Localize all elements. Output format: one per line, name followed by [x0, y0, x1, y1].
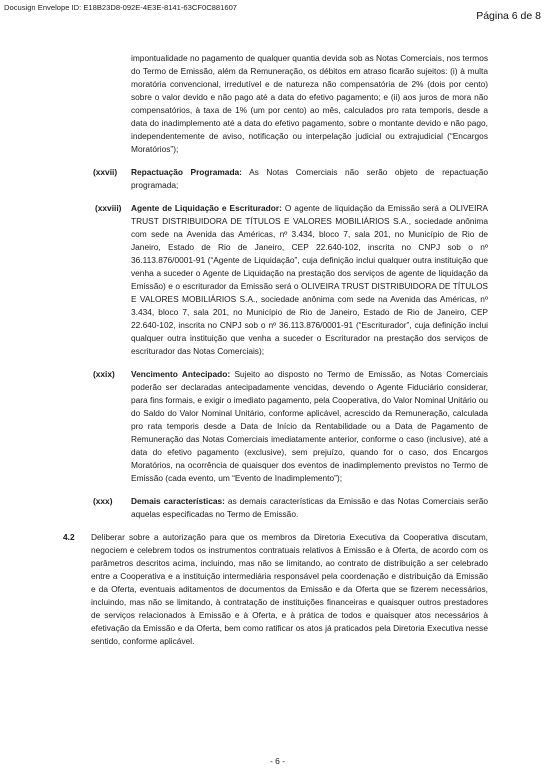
- item-xxviii: [95, 202, 488, 358]
- envelope-id: Docusign Envelope ID: E18B23D8-092E-4E3E-8141-63CF0C881607: [4, 3, 238, 12]
- item-text: as demais características da Emissão e das Notas Comerciais serão aquelas especificadas no Termo de Emissão.: [131, 496, 488, 519]
- section-label: 4.2: [63, 532, 75, 542]
- item-heading: Repactuação Programada:: [131, 167, 242, 177]
- item-heading: Demais características:: [131, 496, 225, 506]
- item-text: As Notas Comerciais não serão objeto de repactuação programada;: [131, 167, 488, 190]
- continuation-text: impontualidade no pagamento de qualquer quantia devida sob as Notas Comerciais, nos termos do Termo de Emissão, além da Remuneração, os débitos em atraso ficarão sujeitos: (i) à multa moratória convencional, irredutível e de natureza não compensatória de 2% (dois por cento) sobre o valor devido e não pago até a data do efetivo pagamento; e (ii) aos juros de mora não compensatórios, à taxa de 1% (um por cento) ao mês, calculados pro rata temporis, desde a data do inadimplemento até a data do efetivo pagamento, sobre o montante devido e não pago, independentemente de aviso, notificação ou interpelação judicial ou extrajudicial (“Encargos Moratórios”);: [131, 53, 488, 154]
- item-text: Sujeito ao disposto no Termo de Emissão, as Notas Comerciais poderão ser declaradas antecipadamente vencidas, devendo o Agente Fiduciário considerar, para fins formais, e exigir o imediato pagamento, pela Cooperativa, do Valor Nominal Unitário ou do Saldo do Valor Nominal Unitário, conforme aplicável, acrescido da Remuneração, calculada pro rata temporis desde a Data de Início da Rentabilidade ou a Data de Pagamento de Remuneração das Notas Comerciais imediatamente anterior, conforme o caso (inclusive), até a data do efetivo pagamento (exclusive), sem prejuízo, quando for o caso, dos Encargos Moratórios, na ocorrência de quaisquer dos eventos de inadimplemento previstos no Termo de Emissão (cada evento, um “Evento de Inadimplemento”);: [131, 369, 488, 483]
- item-label: (xxix): [93, 369, 115, 379]
- item-label: (xxx): [93, 496, 113, 506]
- continuation-paragraph: [131, 52, 488, 156]
- document-body: [0, 52, 555, 648]
- item-text: O agente de liquidação da Emissão será a OLIVEIRA TRUST DISTRIBUIDORA DE TÍTULOS E VALORES MOBILIÁRIOS S.A., sociedade anônima com sede na Avenida das Américas, nº 3.434, bloco 7, sala 201, no Município de Rio de Janeiro, Estado de Rio de Janeiro, CEP 22.640-102, inscrita no CNPJ sob o nº 36.113.876/0001-91 (“Agente de Liquidação”, cuja definição inclui qualquer outra instituição que venha a suceder o Agente de Liquidação na prestação dos serviços de agente de liquidação da Emissão) e o escriturador da Emissão será o OLIVEIRA TRUST DISTRIBUIDORA DE TÍTULOS E VALORES MOBILIÁRIOS S.A., sociedade anônima com sede na Avenida das Américas, nº 3.434, bloco 7, sala 201, no Município de Rio de Janeiro, Estado de Rio de Janeiro, CEP 22.640-102, inscrita no CNPJ sob o nº 36.113.876/0001-91 (“Escriturador”, cuja definição inclui qualquer outra instituição que venha a suceder o Escriturador na prestação dos serviços de escriturador das Notas Comerciais);: [131, 203, 488, 356]
- item-xxx: [93, 495, 488, 521]
- item-label: (xxvii): [93, 167, 118, 177]
- item-heading: Vencimento Antecipado:: [131, 369, 231, 379]
- item-xxix: [93, 368, 488, 485]
- section-4-2: [63, 531, 488, 648]
- page-number-header: Página 6 de 8: [476, 10, 541, 22]
- item-heading: Agente de Liquidação e Escriturador:: [131, 203, 282, 213]
- page-footer: - 6 -: [269, 756, 286, 766]
- item-xxvii: [93, 166, 488, 192]
- section-text: Deliberar sobre a autorização para que os membros da Diretoria Executiva da Cooperativa discutam, negociem e celebrem todos os instrumentos contratuais relativos à Emissão e à Oferta, de acordo com os parâmetros descritos acima, incluindo, mas não se limitando, ao contrato de distribuição a ser celebrado entre a Cooperativa e a instituição intermediária responsável pela coordenação e distribuição da Emissão e da Oferta, eventuais aditamentos de documentos da Emissão e da Oferta que se fizerem necessários, incluindo, mas não se limitando, à contratação de instituições financeiras e quaisquer outros prestadores de serviços relacionados à Emissão e à Oferta, e à prática de todos e quaisquer atos necessários à efetivação da Emissão e da Oferta, bem como ratificar os atos já praticados pela Diretoria Executiva nesse sentido, conforme aplicável.: [91, 532, 488, 646]
- item-label: (xxviii): [95, 203, 122, 213]
